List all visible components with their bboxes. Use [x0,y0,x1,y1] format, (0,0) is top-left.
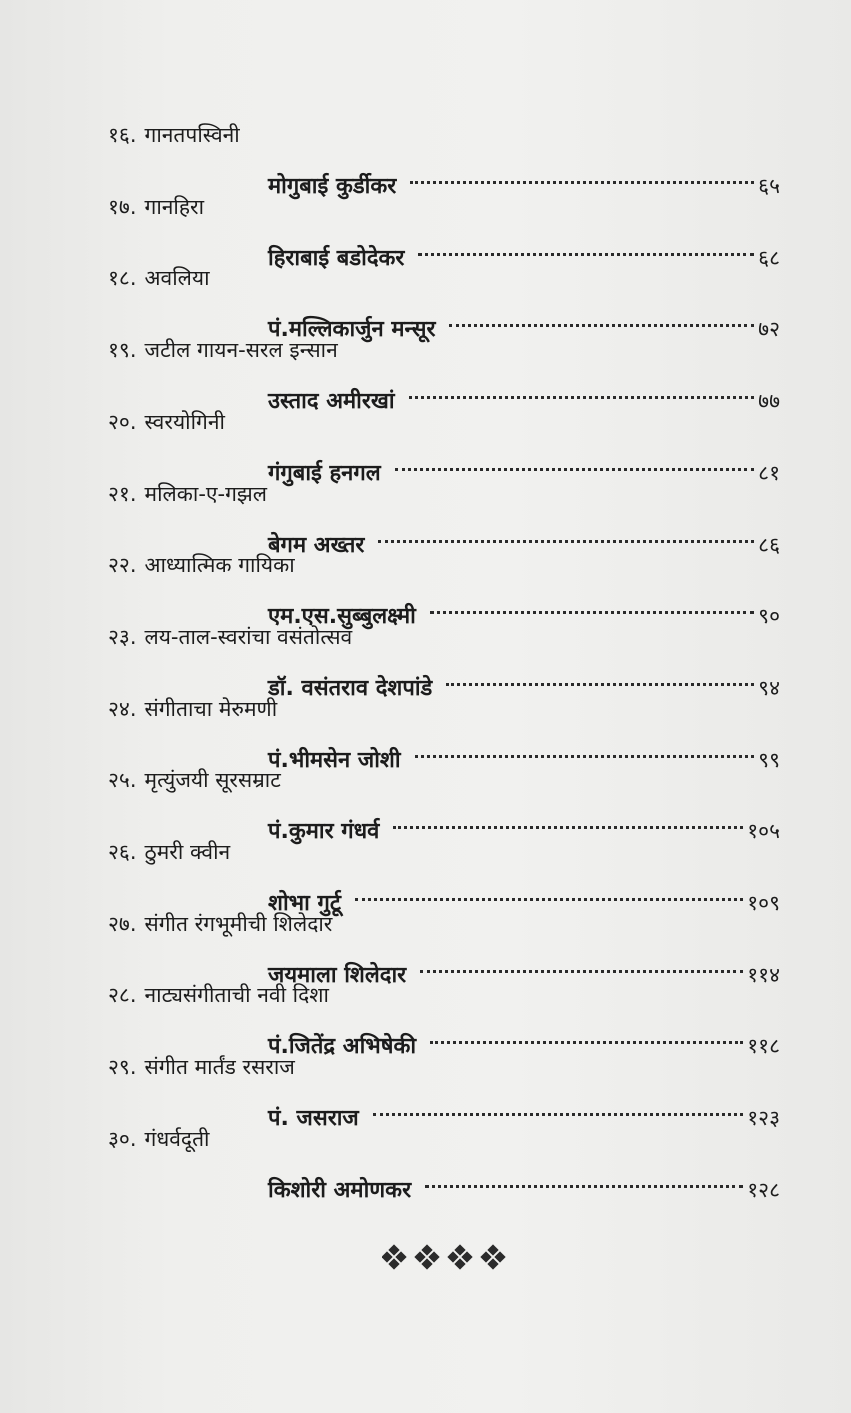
author-name: मोगुबाई कुर्डीकर [268,174,397,199]
chapter-number: २१. [108,482,137,506]
author-row [268,945,780,988]
chapter-number: १८. [108,266,137,290]
chapter-title [108,765,281,795]
chapter-title [108,1052,295,1082]
dot-leader [446,649,754,686]
page-number: ६८ [758,246,780,270]
author-row [268,515,780,558]
chapter-number: २४. [108,697,137,721]
page-number: १०९ [747,891,780,915]
page-number: ८१ [758,461,780,485]
chapter-title [108,335,338,365]
chapter-title [108,694,277,724]
chapter-title-text: नाट्यसंगीताची नवी दिशा [144,983,329,1007]
chapter-title-text: स्वरयोगिनी [144,410,225,434]
chapter-title-text: गानतपस्विनी [144,123,240,147]
author-row [268,1088,780,1131]
page-number: ११८ [747,1034,780,1058]
chapter-title [108,909,332,939]
chapter-title [108,263,210,293]
author-row [268,730,780,773]
author-name: पं.मल्लिकार्जुन मन्सूर [268,317,436,342]
chapter-title-text: मलिका-ए-गझल [144,482,268,506]
author-row [268,228,780,271]
chapter-number: २९. [108,1055,137,1079]
chapter-number: २७. [108,912,137,936]
chapter-number: १६. [108,123,137,147]
page-number: १२८ [747,1178,780,1202]
chapter-title-text: अवलिया [144,266,210,290]
page-number: ११४ [747,963,780,987]
author-name: पं.जितेंद्र अभिषेकी [268,1034,417,1059]
author-name: पं.भीमसेन जोशी [268,748,401,773]
author-row [268,586,780,629]
chapter-title-text: गंधर्वदूती [144,1127,210,1151]
dot-leader [418,219,754,256]
chapter-title [108,980,329,1010]
chapter-title-text: गानहिरा [144,195,205,219]
page-number: ७२ [758,317,780,341]
author-name: पं. जसराज [268,1106,359,1131]
author-row [268,299,780,342]
dot-leader [449,290,754,327]
chapter-number: १७. [108,195,137,219]
chapter-title [108,192,204,222]
chapter-title-text: संगीत रंगभूमीची शिलेदार [144,912,333,936]
chapter-number: २२. [108,553,137,577]
author-row [268,156,780,199]
page-number: १२३ [747,1106,780,1130]
ornament-icon [382,1242,506,1272]
author-name: जयमाला शिलेदार [268,963,407,988]
author-name: शोभा गुर्टू [268,891,341,916]
chapter-number: २३. [108,625,137,649]
chapter-title [108,550,295,580]
dot-leader [409,362,755,399]
dot-leader [393,792,743,829]
chapter-title-text: लय-ताल-स्वरांचा वसंतोत्सव [144,625,353,649]
chapter-number: २०. [108,410,137,434]
chapter-number: १९. [108,338,137,362]
page-number: १०५ [747,819,780,843]
author-name: बेगम अख्तर [268,533,365,558]
chapter-title-text: संगीत मार्तंड रसराज [144,1055,295,1079]
dot-leader [430,577,754,614]
author-row [268,371,780,414]
author-name: उस्ताद अमीरखां [268,389,395,414]
chapter-number: २८. [108,983,137,1007]
author-name: किशोरी अमोणकर [268,1178,412,1203]
chapter-title-text: आध्यात्मिक गायिका [144,553,295,577]
author-row [268,801,780,844]
page-number: ८६ [758,533,780,557]
author-name: पं.कुमार गंधर्व [268,819,380,844]
chapter-title [108,479,267,509]
chapter-title-text: ठुमरी क्वीन [144,840,231,864]
author-row [268,873,780,916]
chapter-number: २५. [108,768,137,792]
dot-leader [410,147,754,184]
chapter-title-text: संगीताचा मेरुमणी [144,697,278,721]
chapter-title [108,1124,210,1154]
dot-leader [420,936,743,973]
author-row [268,1160,780,1203]
dot-leader [373,1079,744,1116]
page-number: ९४ [758,676,780,700]
chapter-title [108,120,240,150]
page-number: ७७ [758,389,780,413]
author-name: डॉ. वसंतराव देशपांडे [268,676,433,701]
dot-leader [395,434,754,471]
page-number: ६५ [758,174,780,198]
chapter-title-text: जटील गायन-सरल इन्सान [144,338,338,362]
chapter-title [108,407,225,437]
chapter-title [108,837,230,867]
page-number: ९९ [758,748,780,772]
dot-leader [430,1007,743,1044]
author-row [268,1016,780,1059]
author-name: हिराबाई बडोदेकर [268,246,405,271]
dot-leader [425,1151,743,1188]
page-number: ९० [758,604,780,628]
dot-leader [415,721,755,758]
author-row [268,658,780,701]
author-name: गंगुबाई हनगल [268,461,381,486]
chapter-number: ३०. [108,1127,137,1151]
dot-leader [355,864,743,901]
dot-leader [378,506,754,543]
chapter-title [108,622,352,652]
author-row [268,443,780,486]
author-name: एम.एस.सुब्बुलक्ष्मी [268,604,416,629]
chapter-number: २६. [108,840,137,864]
chapter-title-text: मृत्युंजयी सूरसम्राट [144,768,281,792]
